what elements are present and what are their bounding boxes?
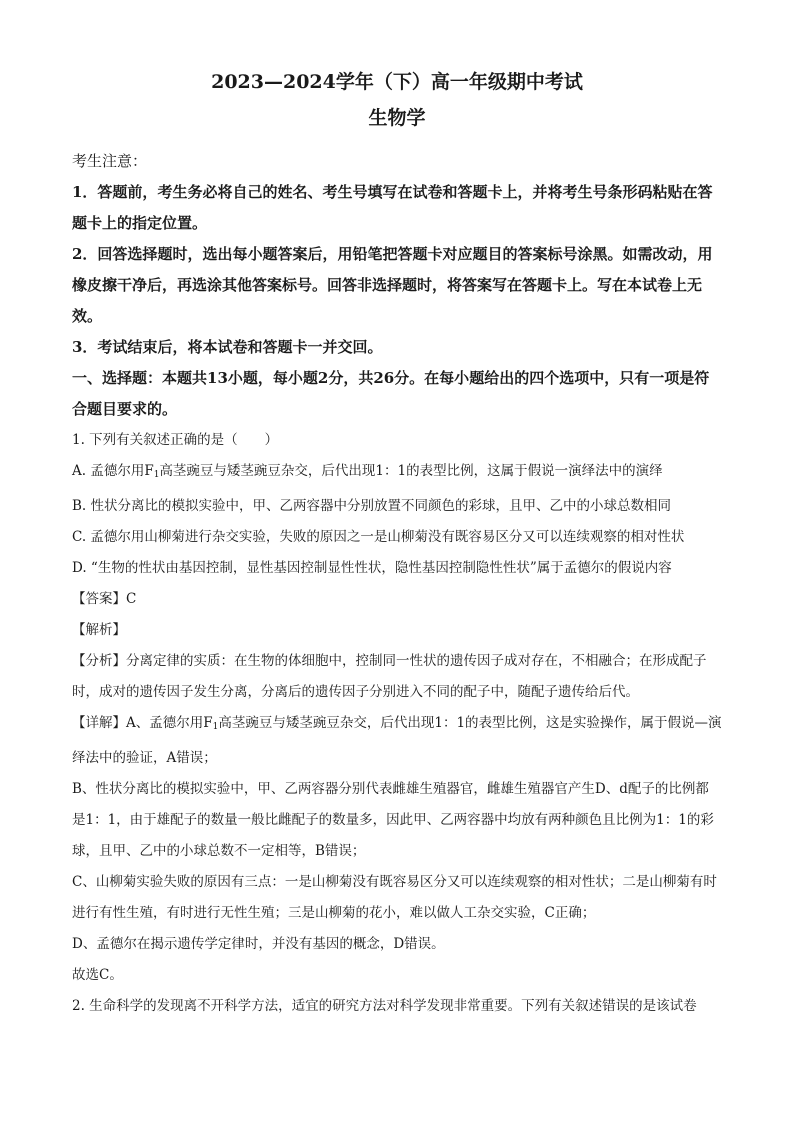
question-1-option-d: D. “生物的性状由基因控制，显性基因控制显性性状，隐性基因控制隐性性状”属于孟德尔的假说内容 <box>72 560 672 576</box>
detail-a-post: 高茎豌豆与矮茎豌豆杂交，后代出现1：1的表型比例，这是实验操作，属于假说—演绎法中的验证，A错误； <box>72 715 722 766</box>
notice-label: 考生注意： <box>72 152 148 170</box>
option-a-subscript: 1 <box>153 470 160 480</box>
detail-a-subscript: 1 <box>212 722 219 732</box>
question-1-stem: 1. 下列有关叙述正确的是（ ） <box>72 432 279 448</box>
question-1-option-c: C. 孟德尔用山柳菊进行杂交实验，失败的原因之一是山柳菊没有既容易区分又可以连续观察的相对性状 <box>72 529 685 545</box>
analysis-detail-a <box>72 708 722 774</box>
question-1-option-b: B. 性状分离比的模拟实验中，甲、乙两容器中分别放置不同颜色的彩球，且甲、乙中的小球总数相同 <box>72 498 672 514</box>
subject-title: 生物学 <box>368 107 426 129</box>
section-heading: 一、选择题：本题共13小题，每小题2分，共26分。在每小题给出的四个选项中，只有一项是符合题目要求的。 <box>72 369 710 418</box>
option-a-text-pre: A. 孟德尔用F <box>72 463 154 479</box>
answer-label: 【答案】C <box>72 591 137 607</box>
notice-item-1: 1．答题前，考生务必将自己的姓名、考生号填写在试卷和答题卡上，并将考生号条形码粘贴在答题卡上的指定位置。 <box>72 183 713 232</box>
analysis-detail-b: B、性状分离比的模拟实验中，甲、乙两容器分别代表雌雄生殖器官，雌雄生殖器官产生D、d配子的比例都是1：1，由于雄配子的数量一般比雌配子的数量多，因此甲、乙两容器中均放有两种颜色且比例为1：1的彩球，且甲、乙中的小球总数不一定相等，B错误； <box>72 781 714 859</box>
notice-item-3: 3．考试结束后，将本试卷和答题卡一并交回。 <box>72 338 383 356</box>
detail-a-pre: 【详解】A、孟德尔用F <box>72 715 213 731</box>
notice-item-2: 2．回答选择题时，选出每小题答案后，用铅笔把答题卡对应题目的答案标号涂黑。如需改动，用橡皮擦干净后，再选涂其他答案标号。回答非选择题时，将答案写在答题卡上。写在本试卷上无效。 <box>72 245 713 325</box>
analysis-label: 【解析】 <box>72 622 126 638</box>
analysis-conclusion: 故选C。 <box>72 967 123 983</box>
question-1-option-a <box>72 456 722 491</box>
page-title: 2023—2024学年（下）高一年级期中考试 <box>211 71 583 93</box>
analysis-fenxi: 【分析】分离定律的实质：在生物的体细胞中，控制同一性状的遗传因子成对存在，不相融合；在形成配子时，成对的遗传因子发生分离，分离后的遗传因子分别进入不同的配子中，随配子遗传给后代。 <box>72 653 707 700</box>
analysis-detail-c: C、山柳菊实验失败的原因有三点：一是山柳菊没有既容易区分又可以连续观察的相对性状；二是山柳菊有时进行有性生殖，有时进行无性生殖；三是山柳菊的花小，难以做人工杂交实验，C正确； <box>72 874 717 921</box>
question-2-stem: 2. 生命科学的发现离不开科学方法，适宜的研究方法对科学发现非常重要。下列有关叙述错误的是该试卷 <box>72 998 697 1014</box>
option-a-text-post: 高茎豌豆与矮茎豌豆杂交，后代出现1：1的表型比例，这属于假说一演绎法中的演绎 <box>159 463 663 479</box>
analysis-detail-d: D、孟德尔在揭示遗传学定律时，并没有基因的概念，D错误。 <box>72 936 445 952</box>
